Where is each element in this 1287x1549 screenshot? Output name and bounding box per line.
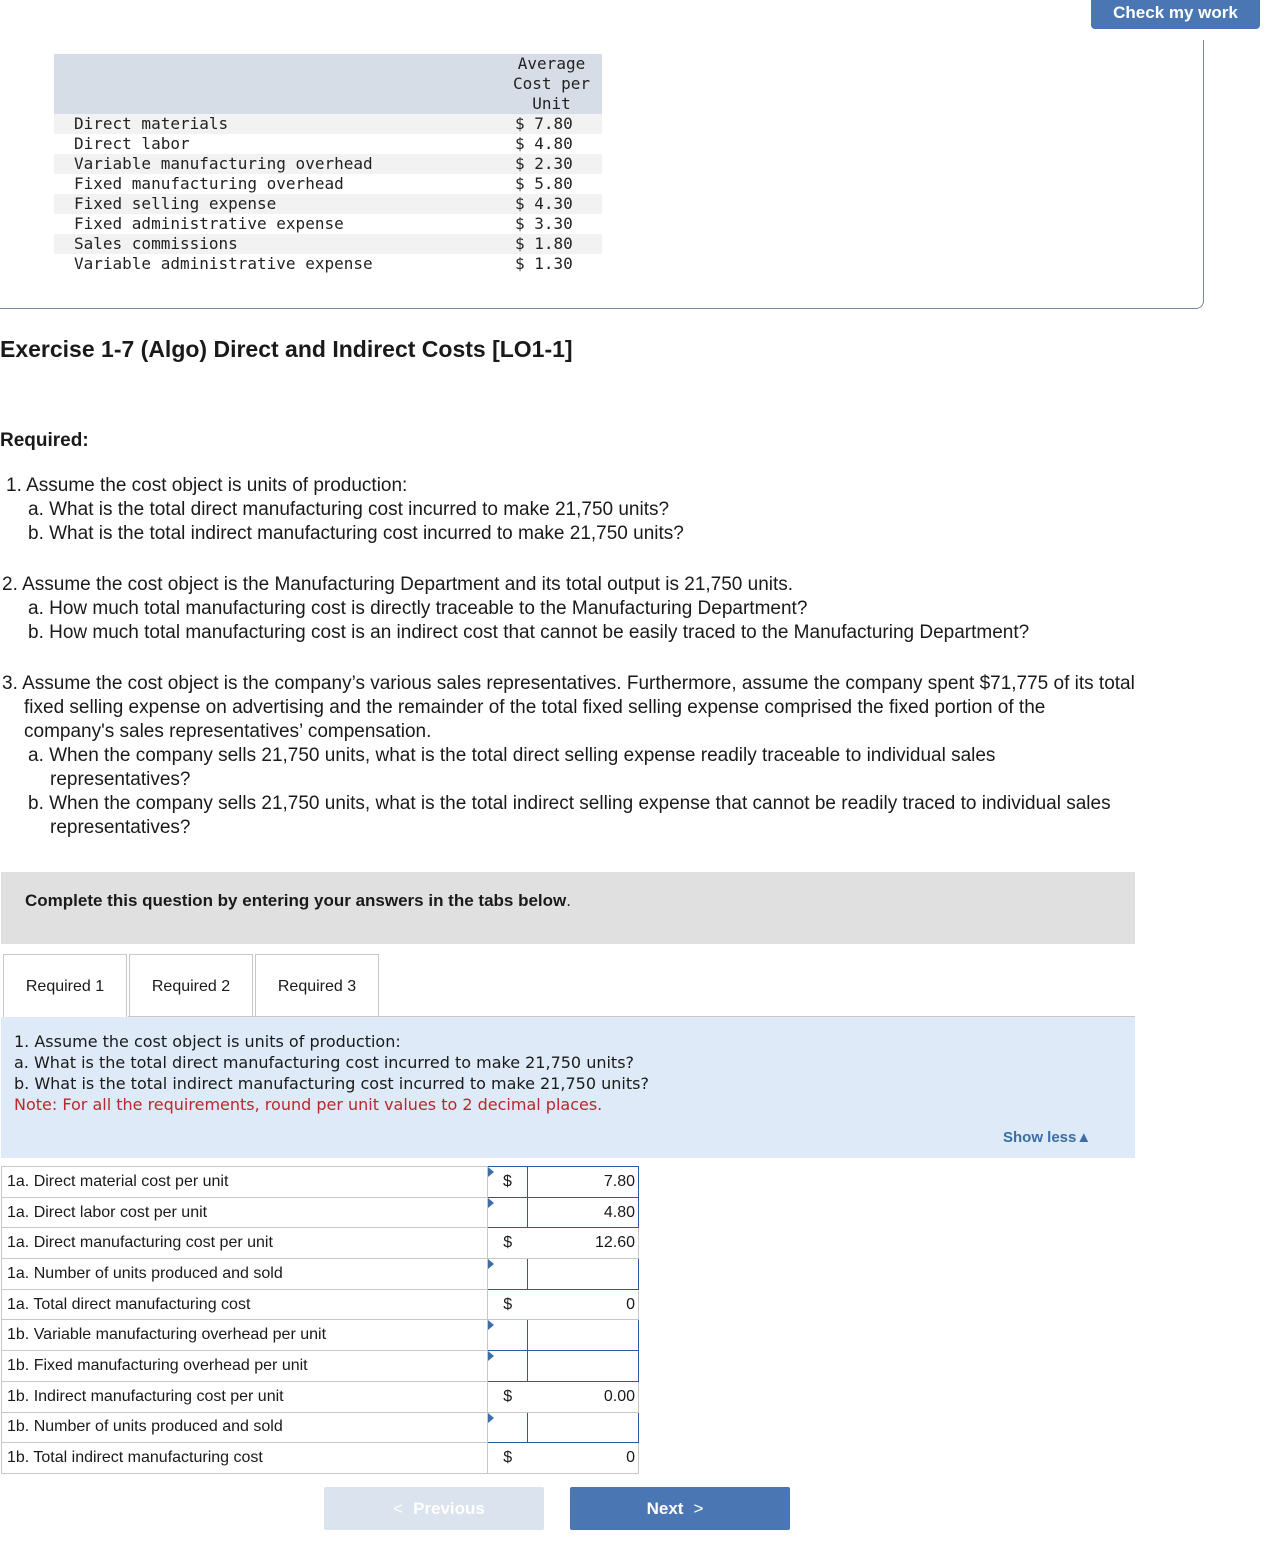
table-row: 1a. Number of units produced and sold	[2, 1259, 639, 1290]
question-2: 2. Assume the cost object is the Manufacturing Department and its total output is 21,750 units.	[2, 574, 794, 595]
question-2b: b. How much total manufacturing cost is an indirect cost that cannot be easily traced to the Manufacturing Department?	[28, 622, 1030, 643]
cost-table-value-header: Average Cost per Unit	[501, 54, 602, 114]
required-label: Required:	[0, 430, 89, 451]
question-3b-line-1: b. When the company sells 21,750 units, what is the total indirect selling expense that cannot be readily traced to individual sales	[28, 793, 1111, 814]
table-row: 1b. Variable manufacturing overhead per unit	[2, 1320, 639, 1351]
question-1b: b. What is the total indirect manufacturing cost incurred to make 21,750 units?	[28, 523, 684, 544]
question-2a: a. How much total manufacturing cost is directly traceable to the Manufacturing Department?	[28, 598, 808, 619]
question-3-line-2: fixed selling expense on advertising and the remainder of the total fixed selling expense comprised the fixed portion of the	[24, 697, 1046, 718]
table-row: Sales commissions $ 1.80	[54, 234, 602, 254]
table-row: Fixed manufacturing overhead $ 5.80	[74, 174, 573, 193]
question-3b-line-2: representatives?	[50, 817, 191, 838]
instruction-text: Complete this question by entering your answers in the tabs below.	[25, 891, 571, 910]
answer-input[interactable]	[528, 1412, 639, 1443]
cost-table	[54, 54, 602, 274]
question-1a: a. What is the total direct manufacturing cost incurred to make 21,750 units?	[28, 499, 670, 520]
table-row: 1b. Number of units produced and sold	[2, 1412, 639, 1443]
table-row: Fixed administrative expense $ 3.30	[74, 214, 573, 233]
chevron-left-icon: <	[393, 1499, 404, 1518]
next-button[interactable]: Next >	[570, 1487, 790, 1530]
tab-required-2[interactable]: Required 2	[129, 954, 253, 1017]
answer-input[interactable]	[528, 1320, 639, 1351]
tab-required-1[interactable]: Required 1	[3, 954, 127, 1017]
prompt-line-2: a. What is the total direct manufacturing cost incurred to make 21,750 units?	[14, 1053, 635, 1072]
question-3a-line-2: representatives?	[50, 769, 191, 790]
answer-input[interactable]: 7.80	[528, 1167, 639, 1198]
question-1: 1. Assume the cost object is units of production:	[6, 475, 408, 496]
chevron-right-icon: >	[693, 1499, 704, 1518]
question-3a-line-1: a. When the company sells 21,750 units, what is the total direct selling expense readily traceable to individual sales	[28, 745, 996, 766]
prompt-line-3: b. What is the total indirect manufacturing cost incurred to make 21,750 units?	[14, 1074, 649, 1093]
table-row: 1a. Direct material cost per unit $ 7.80	[2, 1167, 639, 1198]
answer-input[interactable]	[528, 1351, 639, 1382]
table-row: 1b. Total indirect manufacturing cost $ 0	[2, 1443, 639, 1474]
table-row: 1b. Indirect manufacturing cost per unit $ 0.00	[2, 1381, 639, 1412]
tab-required-3[interactable]: Required 3	[255, 954, 379, 1017]
answer-value: 0.00	[528, 1381, 639, 1412]
instruction-box	[1, 872, 1135, 944]
table-row: 1b. Fixed manufacturing overhead per unit	[2, 1351, 639, 1382]
answer-input[interactable]	[528, 1259, 639, 1290]
table-row: 1a. Direct labor cost per unit 4.80	[2, 1197, 639, 1228]
answer-value: 0	[528, 1443, 639, 1474]
answer-input[interactable]: 4.80	[528, 1197, 639, 1228]
cost-table-label-header	[54, 54, 501, 114]
table-row: 1a. Direct manufacturing cost per unit $ 12.60	[2, 1228, 639, 1259]
table-row: Fixed selling expense $ 4.30	[54, 194, 602, 214]
table-row: Direct materials $ 7.80	[54, 114, 602, 134]
table-row: 1a. Total direct manufacturing cost $ 0	[2, 1289, 639, 1320]
question-3-line-1: 3. Assume the cost object is the company’s various sales representatives. Furthermore, assume the company spent $71,775 of its total	[2, 673, 1135, 694]
answer-value: 12.60	[528, 1228, 639, 1259]
question-3-line-3: company's sales representatives’ compensation.	[24, 721, 432, 742]
table-row: Variable manufacturing overhead $ 2.30	[54, 154, 602, 174]
answer-table	[1, 1166, 639, 1474]
previous-button[interactable]: < Previous	[324, 1487, 544, 1530]
prompt-note: Note: For all the requirements, round per unit values to 2 decimal places.	[14, 1095, 603, 1114]
exercise-title: Exercise 1-7 (Algo) Direct and Indirect Costs [LO1-1]	[0, 336, 573, 362]
prompt-line-1: 1. Assume the cost object is units of production:	[14, 1032, 401, 1051]
answer-value: 0	[528, 1289, 639, 1320]
table-row: Variable administrative expense $ 1.30	[74, 254, 573, 273]
check-my-work-button[interactable]: Check my work	[1091, 0, 1260, 29]
table-row: Direct labor $ 4.80	[74, 134, 573, 153]
prompt-box	[1, 1017, 1135, 1158]
show-less-toggle[interactable]: Show less▲	[1003, 1129, 1092, 1146]
